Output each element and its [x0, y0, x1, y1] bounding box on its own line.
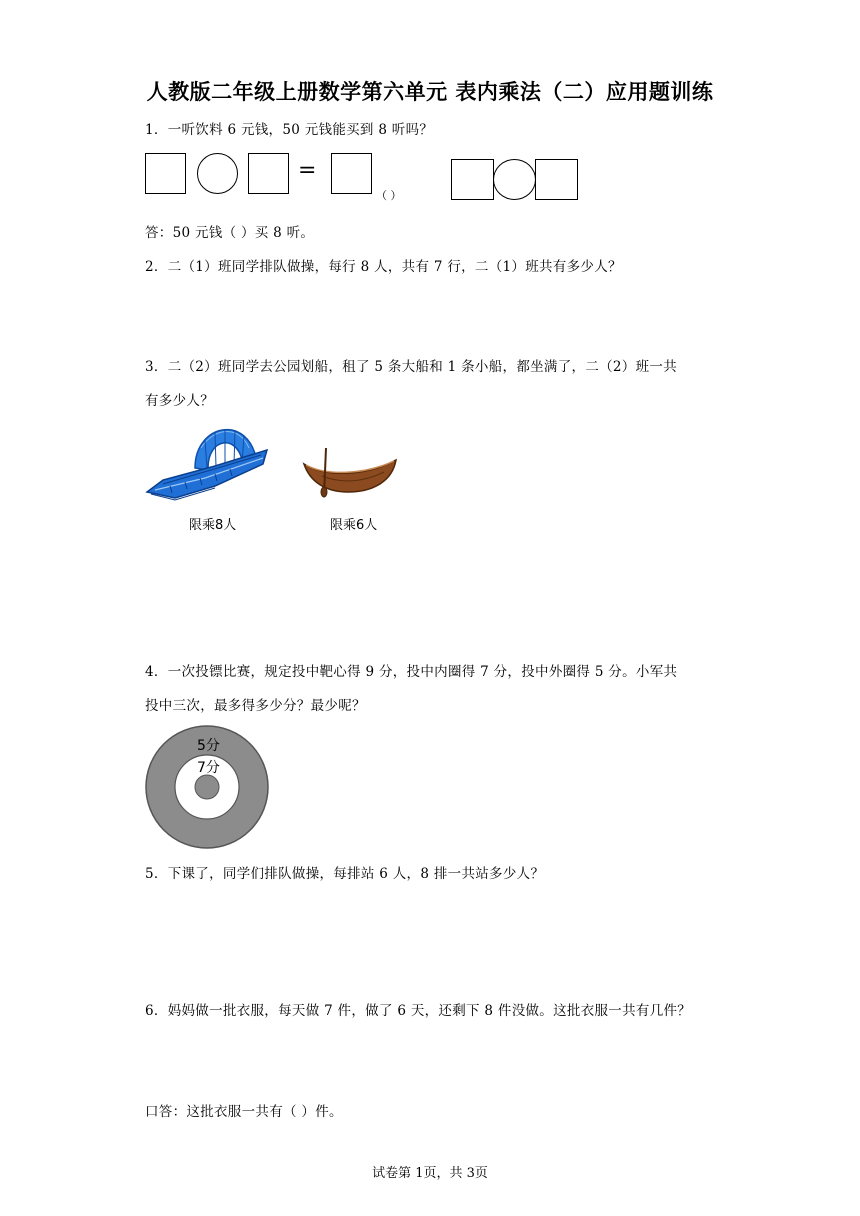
question-3-text-line2: 有多少人？: [145, 393, 214, 409]
answer-box[interactable]: [248, 153, 289, 194]
answer-box[interactable]: [145, 153, 186, 194]
operator-circle[interactable]: [493, 159, 536, 200]
small-boat-image: [302, 446, 398, 498]
answer-box[interactable]: [331, 153, 372, 194]
small-boat-caption: 限乘6人: [330, 518, 378, 533]
outer-ring-label: 5分: [197, 738, 220, 754]
operator-circle[interactable]: [197, 153, 238, 194]
big-boat-caption: 限乘8人: [189, 518, 237, 533]
remainder-paren: （ ）: [376, 189, 402, 202]
page-footer: 试卷第 1页，共 3页: [372, 1166, 488, 1181]
question-1-answer: 答：50 元钱（ ）买 8 听。: [145, 225, 315, 241]
page-title: 人教版二年级上册数学第六单元 表内乘法（二）应用题训练: [146, 80, 714, 104]
question-4-text-line1: 4．一次投镖比赛，规定投中靶心得 9 分，投中内圈得 7 分，投中外圈得 5 分。小军共: [145, 664, 678, 680]
question-6-text: 6．妈妈做一批衣服，每天做 7 件，做了 6 天，还剩下 8 件没做。这批衣服一共有几件？: [145, 1003, 692, 1019]
question-4-text-line2: 投中三次，最多得多少分？最少呢？: [145, 698, 366, 714]
answer-box[interactable]: [451, 159, 494, 200]
question-5-text: 5．下课了，同学们排队做操，每排站 6 人，8 排一共站多少人？: [145, 866, 545, 882]
inner-ring-label: 7分: [197, 760, 220, 776]
equals-sign: =: [298, 158, 317, 183]
question-3-text-line1: 3．二（2）班同学去公园划船，租了 5 条大船和 1 条小船，都坐满了，二（2）班一共: [145, 359, 678, 375]
big-boat-image: [145, 418, 270, 503]
question-6-answer: 口答：这批衣服一共有（ ）件。: [145, 1104, 343, 1120]
question-2-text: 2．二（1）班同学排队做操，每行 8 人，共有 7 行，二（1）班共有多少人？: [145, 259, 622, 275]
question-1-text: 1．一听饮料 6 元钱，50 元钱能买到 8 听吗？: [145, 122, 434, 138]
answer-box[interactable]: [535, 159, 578, 200]
